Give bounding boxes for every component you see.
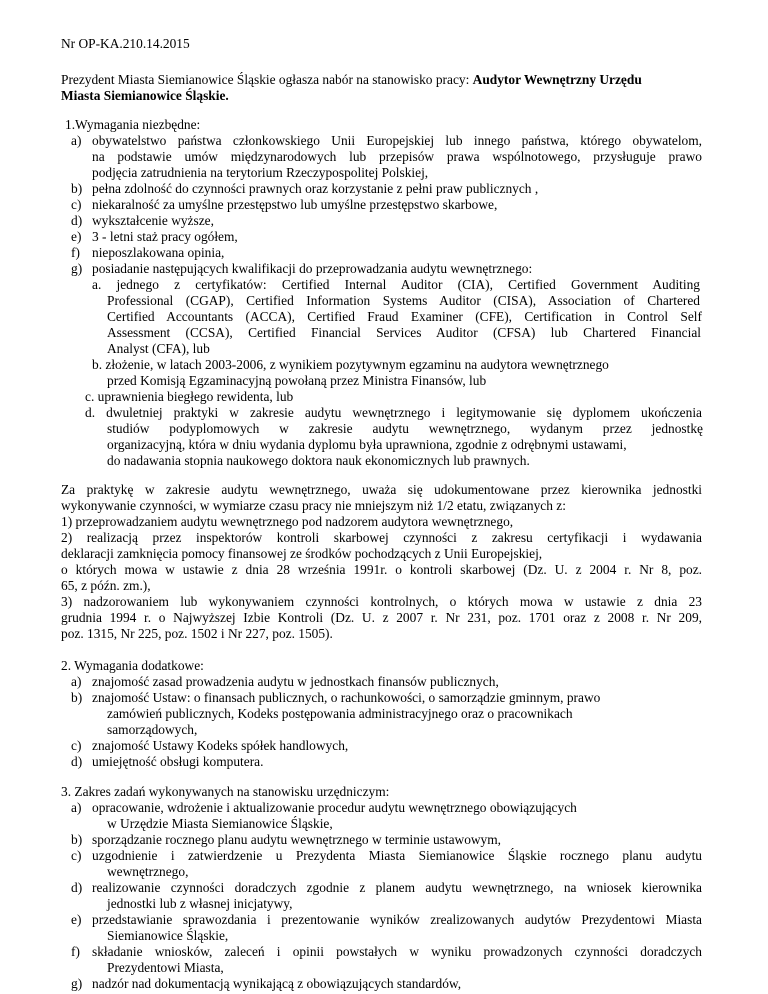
item-text: wykształcenie wyższe, bbox=[92, 213, 214, 228]
item-label: c) bbox=[71, 848, 82, 863]
subitem-text: przed Komisją Egzaminacyjną powołaną przez Ministra Finansów, lub bbox=[107, 373, 487, 388]
item-label: b) bbox=[71, 181, 83, 196]
item-text: w Urzędzie Miasta Siemianowice Śląskie, bbox=[107, 816, 333, 831]
item-text: obywatelstwo państwa członkowskiego Unii Europejskiej lub innego państwa, którego obywatelom, bbox=[92, 133, 702, 148]
subitem-text: Professional (CGAP), Certified Information Systems Auditor (CISA), Association of Chartered bbox=[107, 293, 700, 308]
item-label: a) bbox=[71, 133, 82, 148]
paragraph-line: 2) realizacją przez inspektorów kontroli skarbowej czynności z zakresu certyfikacji i wydawania bbox=[61, 530, 702, 545]
item-text: realizowanie czynności doradczych zgodnie z planem audytu wewnętrznego, na wniosek kierownika bbox=[92, 880, 702, 895]
subitem-text: studiów podyplomowych w zakresie audytu wewnętrznego, wydanym przez jednostkę bbox=[107, 421, 703, 436]
item-text: Siemianowice Śląskie, bbox=[107, 928, 229, 943]
item-label: f) bbox=[71, 944, 80, 959]
position-title: Audytor Wewnętrzny Urzędu bbox=[472, 72, 642, 87]
paragraph-line: Za praktykę w zakresie audytu wewnętrznego, uważa się udokumentowane przez kierownika jednostki bbox=[61, 482, 702, 497]
position-title-cont: Miasta Siemianowice Śląskie. bbox=[61, 88, 229, 103]
subitem-text: Certified Accountants (ACCA), Certified Fraud Examiner (CFE), Certification in Control Self bbox=[107, 309, 702, 324]
item-text: znajomość Ustawy Kodeks spółek handlowych, bbox=[92, 738, 349, 753]
item-label: d) bbox=[71, 754, 83, 769]
item-label: c) bbox=[71, 738, 82, 753]
item-label: b) bbox=[71, 690, 83, 705]
item-label: b) bbox=[71, 832, 83, 847]
paragraph-line: deklaracji zamknięcia pomocy finansowej ze środków pochodzących z Unii Europejskiej, bbox=[61, 546, 543, 561]
intro-text: Prezydent Miasta Siemianowice Śląskie ogłasza nabór na stanowisko pracy: bbox=[61, 72, 473, 87]
item-text: składanie wniosków, zaleceń i opinii powstałych w wyniku prowadzonych czynności doradczych bbox=[92, 944, 702, 959]
item-text: sporządzanie rocznego planu audytu wewnętrznego w terminie ustawowym, bbox=[92, 832, 502, 847]
item-text: niekaralność za umyślne przestępstwo lub umyślne przestępstwo skarbowe, bbox=[92, 197, 498, 212]
document-number: Nr OP-KA.210.14.2015 bbox=[61, 36, 190, 51]
item-text: znajomość zasad prowadzenia audytu w jednostkach finansów publicznych, bbox=[92, 674, 499, 689]
item-label: g) bbox=[71, 976, 83, 991]
item-text: zamówień publicznych, Kodeks postępowania administracyjnego oraz o pracownikach bbox=[107, 706, 573, 721]
item-label: e) bbox=[71, 912, 82, 927]
item-text: pełna zdolność do czynności prawnych oraz korzystanie z pełni praw publicznych , bbox=[92, 181, 539, 196]
item-text: wewnętrznego, bbox=[107, 864, 189, 879]
paragraph-line: wykonywanie czynności, w wymiarze czasu pracy nie mniejszym niż 1/2 etatu, związanych z: bbox=[61, 498, 566, 513]
item-label: d) bbox=[71, 880, 83, 895]
item-text: nieposzlakowana opinia, bbox=[92, 245, 225, 260]
subitem-text: b. złożenie, w latach 2003-2006, z wynikiem pozytywnym egzaminu na audytora wewnętrznego bbox=[92, 357, 609, 372]
paragraph-line: 65, z późn. zm.), bbox=[61, 578, 151, 593]
item-text: znajomość Ustaw: o finansach publicznych, o rachunkowości, o samorządzie gminnym, prawo bbox=[92, 690, 601, 705]
subitem-text: Assessment (CCSA), Certified Financial Services Auditor (CFSA) lub Chartered Financial bbox=[107, 325, 701, 340]
item-text: posiadanie następujących kwalifikacji do przeprowadzania audytu wewnętrznego: bbox=[92, 261, 533, 276]
item-text: Prezydentowi Miasta, bbox=[107, 960, 224, 975]
paragraph-line: 3) nadzorowaniem lub wykonywaniem czynności kontrolnych, o których mowa w ustawie z dnia 23 bbox=[61, 594, 702, 609]
item-label: a) bbox=[71, 674, 82, 689]
section-1-heading: 1.Wymagania niezbędne: bbox=[65, 117, 201, 132]
item-text: podjęcia zatrudnienia na terytorium Rzeczypospolitej Polskiej, bbox=[92, 165, 429, 180]
item-text: 3 - letni staż pracy ogółem, bbox=[92, 229, 238, 244]
item-label: e) bbox=[71, 229, 82, 244]
subitem-text: organizacyjną, która w dniu wydania dyplomu była uprawniona, zgodnie z odrębnymi ustawami, bbox=[107, 437, 627, 452]
item-text: jednostki lub z własnej inicjatywy, bbox=[107, 896, 293, 911]
paragraph-line: 1) przeprowadzaniem audytu wewnętrznego pod nadzorem audytora wewnętrznego, bbox=[61, 514, 514, 529]
item-text: nadzór nad dokumentacją wynikającą z obowiązujących standardów, bbox=[92, 976, 462, 991]
item-text: samorządowych, bbox=[107, 722, 198, 737]
item-label: c) bbox=[71, 197, 82, 212]
subitem-text: a. jednego z certyfikatów: Certified Internal Auditor (CIA), Certified Government Auditing bbox=[92, 277, 700, 292]
item-text: opracowanie, wdrożenie i aktualizowanie procedur audytu wewnętrznego obowiązujących bbox=[92, 800, 577, 815]
item-text: uzgodnienie i zatwierdzenie u Prezydenta Miasta Siemianowice Śląskie rocznego planu audytu bbox=[92, 848, 702, 863]
item-label: g) bbox=[71, 261, 83, 276]
item-text: umiejętność obsługi komputera. bbox=[92, 754, 264, 769]
paragraph-line: poz. 1315, Nr 225, poz. 1502 i Nr 227, poz. 1505). bbox=[61, 626, 333, 641]
item-label: a) bbox=[71, 800, 82, 815]
section-2-heading: 2. Wymagania dodatkowe: bbox=[61, 658, 204, 673]
section-3-heading: 3. Zakres zadań wykonywanych na stanowisku urzędniczym: bbox=[61, 784, 390, 799]
item-label: d) bbox=[71, 213, 83, 228]
subitem-text: c. uprawnienia biegłego rewidenta, lub bbox=[85, 389, 294, 404]
subitem-text: d. dwuletniej praktyki w zakresie audytu wewnętrznego i legitymowanie się dyplomem ukończenia bbox=[85, 405, 702, 420]
item-text: przedstawianie sprawozdania i prezentowanie wyników zrealizowanych audytów Prezydentowi Miasta bbox=[92, 912, 702, 927]
item-text: na podstawie umów międzynarodowych lub przepisów prawa wspólnotowego, przysługuje prawo bbox=[92, 149, 702, 164]
paragraph-line: o których mowa w ustawie z dnia 28 września 1991r. o kontroli skarbowej (Dz. U. z 2004 r. Nr 8, poz. bbox=[61, 562, 702, 577]
intro-line-1 bbox=[61, 72, 768, 88]
item-label: f) bbox=[71, 245, 80, 260]
subitem-text: do nadawania stopnia naukowego doktora nauk ekonomicznych lub prawnych. bbox=[107, 453, 530, 468]
subitem-text: Analyst (CFA), lub bbox=[107, 341, 210, 356]
paragraph-line: grudnia 1994 r. o Najwyższej Izbie Kontroli (Dz. U. z 2007 r. Nr 231, poz. 1701 oraz z 2008 r. Nr 209, bbox=[61, 610, 702, 625]
